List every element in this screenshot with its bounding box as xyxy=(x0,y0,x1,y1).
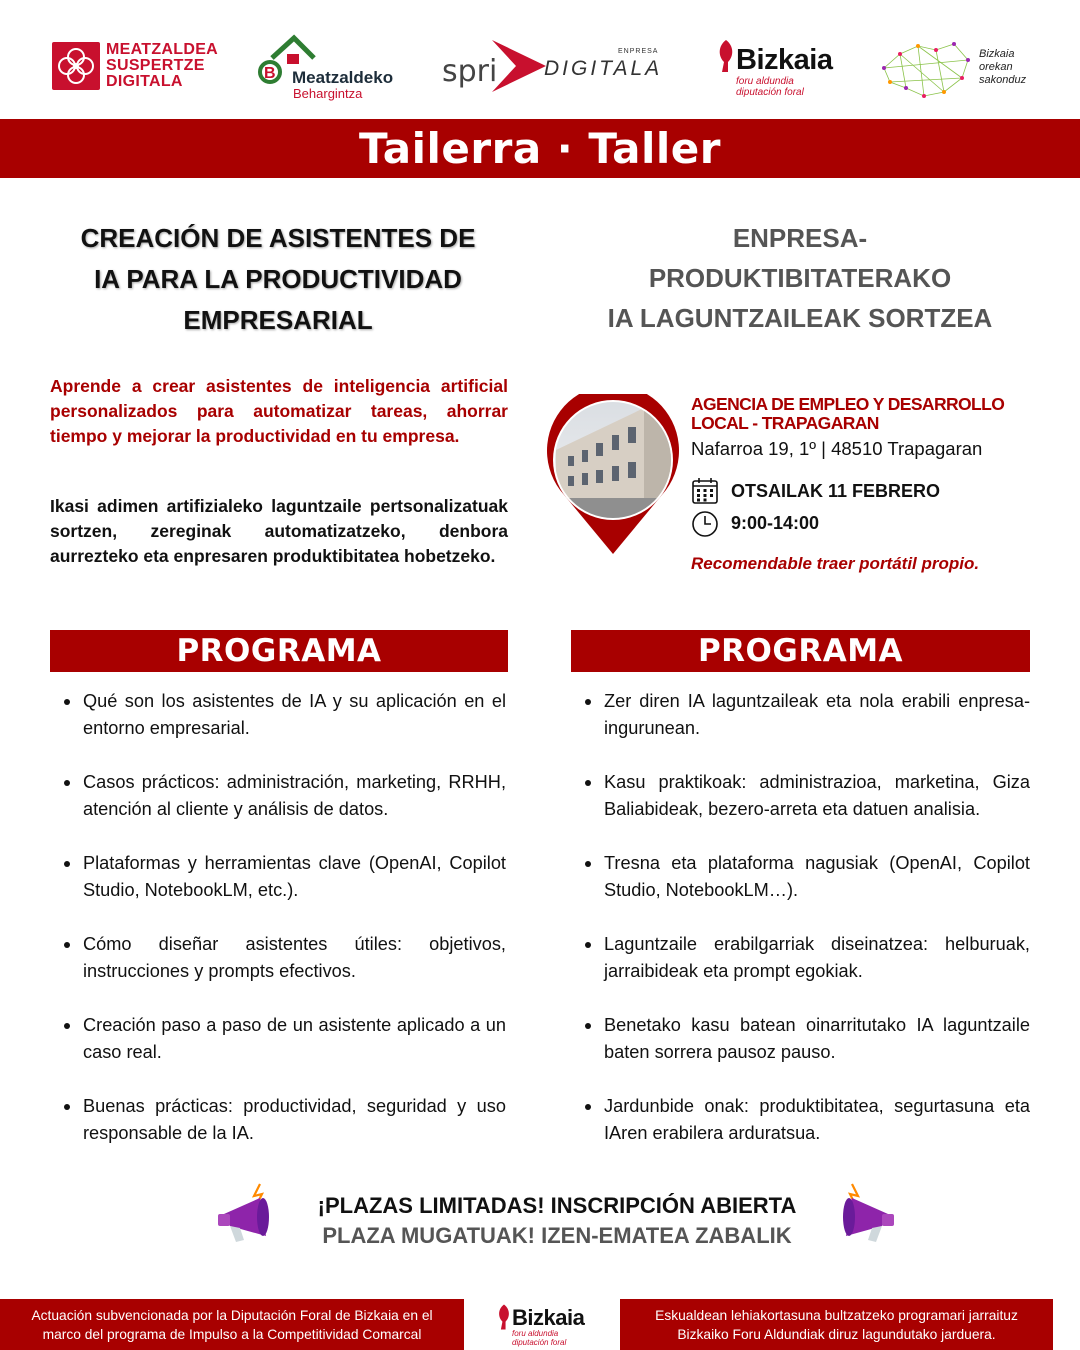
network-map-icon xyxy=(878,38,974,100)
venue-line: AGENCIA DE EMPLEO Y DESARROLLO xyxy=(691,394,1005,414)
title-line: ENPRESA- xyxy=(732,223,868,253)
venue-line: LOCAL - TRAPAGARAN xyxy=(691,413,879,433)
footer-line: marco del programa de Impulso a la Competitividad Comarcal xyxy=(42,1326,422,1342)
venue-address: Nafarroa 19, 1º | 48510 Trapagaran xyxy=(691,438,983,459)
spri-empresa-digitala-logo xyxy=(440,38,675,98)
logo-text-line: MEATZALDEA xyxy=(106,41,219,58)
programa-list-spanish xyxy=(50,688,506,1174)
title-basque xyxy=(565,218,1035,338)
logo-name: Meatzaldeko xyxy=(292,68,394,87)
list-item: Benetako kasu batean oinarritutako IA laguntzaile baten sorrera pausoz pauso. xyxy=(571,1012,1030,1093)
logo-subtitle: foru aldundia xyxy=(736,76,794,87)
intro-basque: Ikasi adimen artifizialeko laguntzaile pertsonalizatuak sortzen, zereginak automatizatzeko, denbora aurrezteko eta enpresaren produktibitatea hobetzeko. xyxy=(50,496,508,566)
logo-subtitle: Behargintza xyxy=(293,86,363,101)
spri-wordmark: spri xyxy=(442,54,498,89)
callout-spanish: ¡PLAZAS LIMITADAS! INSCRIPCIÓN ABIERTA xyxy=(317,1193,797,1218)
logo-subtitle: diputación foral xyxy=(512,1338,567,1347)
calendar-icon xyxy=(691,477,719,505)
list-item: Tresna eta plataforma nagusiak (OpenAI, Copilot Studio, NotebookLM…). xyxy=(571,850,1030,931)
title-line: IA LAGUNTZAILEAK SORTZEA xyxy=(607,303,993,333)
list-item: Jardunbide onak: produktibitatea, segurtasuna eta IAren erabilera arduratsua. xyxy=(571,1093,1030,1174)
title-spanish xyxy=(40,218,516,341)
logo-text-line: sakonduz xyxy=(979,74,1027,86)
logo-subtitle: foru aldundia xyxy=(512,1329,559,1338)
title-line: CREACIÓN DE ASISTENTES DE xyxy=(80,223,476,253)
list-item: Qué son los asistentes de IA y su aplicación en el entorno empresarial. xyxy=(50,688,506,769)
clock-icon xyxy=(691,510,719,538)
venue-name xyxy=(691,395,1041,433)
list-item: Kasu praktikoak: administrazioa, marketina, Giza Baliabideak, bezero-arreta eta datuen analisia. xyxy=(571,769,1030,850)
footer-note-spanish xyxy=(0,1299,464,1350)
section-heading: PROGRAMA xyxy=(176,633,382,669)
logo-name: Bizkaia xyxy=(512,1305,585,1330)
logo-subtitle: diputación foral xyxy=(736,87,804,98)
oak-leaf-icon xyxy=(716,38,736,74)
programa-list-basque xyxy=(571,688,1030,1174)
logo-text-line: orekan xyxy=(979,61,1013,73)
callout-basque: PLAZA MUGATUAK! IZEN-EMATEA ZABALIK xyxy=(322,1223,792,1248)
section-heading: PROGRAMA xyxy=(697,633,904,669)
programa-heading-basque xyxy=(571,630,1030,672)
title-line: PRODUKTIBITATERAKO xyxy=(648,263,952,293)
location-pin-icon xyxy=(546,394,680,558)
logo-name: Bizkaia xyxy=(736,44,833,76)
footer-line: Actuación subvencionada por la Diputación Foral de Bizkaia en el xyxy=(31,1307,433,1323)
svg-text:B: B xyxy=(264,65,276,82)
footer-bizkaia-logo xyxy=(496,1299,596,1350)
logo-text-line: Bizkaia xyxy=(979,48,1015,60)
bizkaia-diputacion-logo xyxy=(716,36,846,100)
logo-text-line: DIGITALA xyxy=(106,73,183,90)
flower-icon xyxy=(52,42,100,90)
title-line: EMPRESARIAL xyxy=(183,305,373,335)
oak-leaf-icon xyxy=(496,1303,512,1331)
event-note: Recomendable traer portátil propio. xyxy=(691,554,980,573)
logo-small-text: ENPRESA xyxy=(618,48,659,55)
list-item: Zer diren IA laguntzaileak eta nola erabili enpresa-ingurunean. xyxy=(571,688,1030,769)
list-item: Laguntzaile erabilgarriak diseinatzea: helburuak, jarraibideak eta prompt egokiak. xyxy=(571,931,1030,1012)
event-date: OTSAILAK 11 FEBRERO xyxy=(731,481,941,501)
title-line: IA PARA LA PRODUCTIVIDAD xyxy=(94,264,462,294)
logo-digitala-text: DIGITALA xyxy=(544,57,663,80)
sponsor-logos-row xyxy=(0,30,1080,105)
event-time: 9:00-14:00 xyxy=(731,513,820,533)
footer-line: Bizkaiko Foru Aldundiak diruz lagundutako jarduera. xyxy=(677,1326,996,1342)
list-item: Casos prácticos: administración, marketing, RRHH, atención al cliente y análisis de datos. xyxy=(50,769,506,850)
meatzaldeko-behargintza-logo xyxy=(258,32,408,104)
spri-arrow-icon xyxy=(488,38,548,94)
programa-heading-spanish xyxy=(50,630,508,672)
intro-spanish: Aprende a crear asistentes de inteligencia artificial personalizados para automatizar tareas, ahorrar tiempo y mejorar la productividad en tu empresa. xyxy=(50,376,508,446)
list-item: Buenas prácticas: productividad, seguridad y uso responsable de la IA. xyxy=(50,1093,506,1174)
list-item: Cómo diseñar asistentes útiles: objetivos, instrucciones y prompts efectivos. xyxy=(50,931,506,1012)
header-band xyxy=(0,119,1080,178)
footer-note-basque xyxy=(620,1299,1053,1350)
list-item: Creación paso a paso de un asistente aplicado a un caso real. xyxy=(50,1012,506,1093)
meatzaldea-suspertze-digitala-logo xyxy=(52,42,218,90)
page-title: Tailerra · Taller xyxy=(359,124,721,173)
footer-line: Eskualdean lehiakortasuna bultzatzeko programari jarraituz xyxy=(655,1307,1018,1323)
bizkaia-orekan-sakonduz-logo xyxy=(878,38,1038,102)
list-item: Plataformas y herramientas clave (OpenAI, Copilot Studio, NotebookLM, etc.). xyxy=(50,850,506,931)
logo-text-line: SUSPERTZE xyxy=(106,57,205,74)
